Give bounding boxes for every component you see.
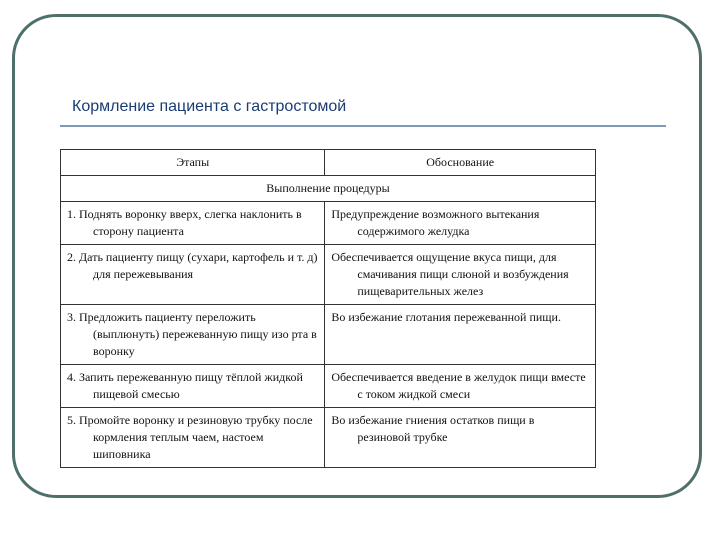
title-underline bbox=[60, 125, 666, 127]
procedure-table bbox=[60, 149, 596, 468]
table-row bbox=[61, 305, 596, 365]
slide-title: Кормление пациента с гастростомой bbox=[72, 98, 347, 115]
step-text: 3. Предложить пациенту переложить (выплюнуть) пережеванную пищу изо рта в воронку bbox=[67, 310, 317, 358]
title-bar bbox=[60, 98, 666, 120]
step-text: 1. Поднять воронку вверх, слегка наклонить в сторону пациента bbox=[67, 207, 302, 238]
table-row bbox=[61, 408, 596, 468]
reason-text: Предупреждение возможного вытекания содержимого желудка bbox=[331, 207, 540, 238]
table-row bbox=[61, 365, 596, 408]
step-cell bbox=[61, 245, 325, 305]
step-text: 2. Дать пациенту пищу (сухари, картофель и т. д) для пережевывания bbox=[67, 250, 318, 281]
header-stages: Этапы bbox=[61, 150, 325, 176]
step-cell bbox=[61, 408, 325, 468]
reason-text: Обеспечивается ощущение вкуса пищи, для смачивания пищи слюной и возбуждения пищеварительных желез bbox=[331, 250, 569, 298]
reason-text: Обеспечивается введение в желудок пищи вместе с током жидкой смеси bbox=[331, 370, 586, 401]
reason-cell bbox=[325, 305, 596, 365]
reason-text: Во избежание глотания пережеванной пищи. bbox=[331, 310, 561, 324]
table-header-row bbox=[61, 150, 596, 176]
step-cell bbox=[61, 305, 325, 365]
reason-cell bbox=[325, 245, 596, 305]
section-title: Выполнение процедуры bbox=[61, 176, 596, 202]
table-row bbox=[61, 202, 596, 245]
section-row bbox=[61, 176, 596, 202]
reason-cell bbox=[325, 202, 596, 245]
step-cell bbox=[61, 365, 325, 408]
step-text: 4. Запить пережеванную пищу тёплой жидкой пищевой смесью bbox=[67, 370, 303, 401]
header-rationale: Обоснование bbox=[325, 150, 596, 176]
reason-text: Во избежание гниения остатков пищи в резиновой трубке bbox=[331, 413, 535, 444]
reason-cell bbox=[325, 365, 596, 408]
step-cell bbox=[61, 202, 325, 245]
table-row bbox=[61, 245, 596, 305]
step-text: 5. Промойте воронку и резиновую трубку после кормления теплым чаем, настоем шиповника bbox=[67, 413, 313, 461]
reason-cell bbox=[325, 408, 596, 468]
